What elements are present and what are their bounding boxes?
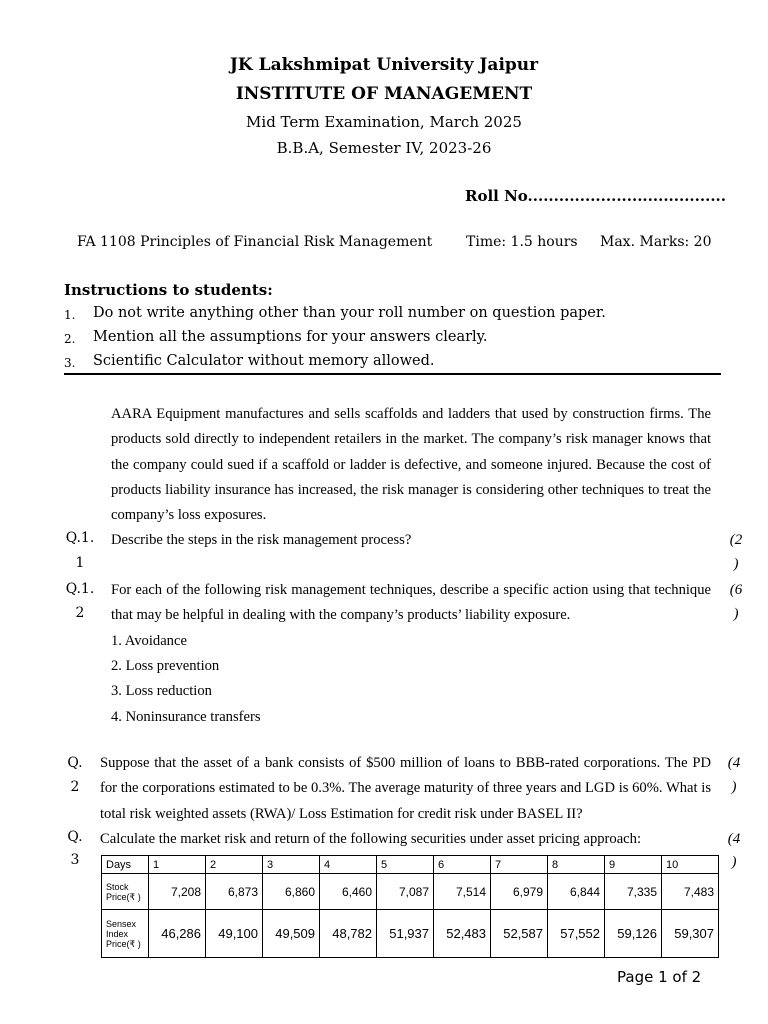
question-subnumber: 1: [75, 555, 85, 571]
instruction-item: Scientific Calculator without memory allowed.: [93, 353, 435, 369]
question-marks-close: ): [731, 779, 737, 795]
question-number: Q.1.: [65, 530, 95, 546]
table-header-cell: 9: [605, 856, 662, 874]
table-cell: 6,844: [548, 874, 605, 910]
exam-title: Mid Term Examination, March 2025: [246, 113, 522, 131]
table-cell: 59,307: [662, 910, 719, 958]
table-cell: 48,782: [320, 910, 377, 958]
question-number: Q.1.: [65, 581, 95, 597]
table-cell: 7,087: [377, 874, 434, 910]
case-study-paragraph: AARA Equipment manufactures and sells scaffolds and ladders that used by construction firms. The products sold directly to independent retailers in the market. The company’s risk manager knows that the company could sued if a scaffold or ladder is defective, and someone injured. Because the cost of products liability insurance has increased, the risk manager is considering other techniques to treat the company’s loss exposures.: [111, 406, 711, 524]
question-subnumber: 2: [75, 605, 85, 621]
technique-item: 4. Noninsurance transfers: [111, 709, 261, 725]
table-header-cell: 6: [434, 856, 491, 874]
table-header-cell: 4: [320, 856, 377, 874]
max-marks: Max. Marks: 20: [600, 234, 712, 250]
table-header-cell: 3: [263, 856, 320, 874]
table-cell: 52,483: [434, 910, 491, 958]
table-cell: 49,509: [263, 910, 320, 958]
question-subnumber: 3: [70, 852, 80, 868]
table-header-cell: 7: [491, 856, 548, 874]
exam-time: Time: 1.5 hours: [466, 234, 578, 250]
instruction-item: Do not write anything other than your roll number on question paper.: [93, 305, 606, 321]
programme: B.B.A, Semester IV, 2023-26: [276, 139, 492, 157]
table-cell: 6,460: [320, 874, 377, 910]
table-cell: 7,208: [149, 874, 206, 910]
instructions-title: Instructions to students:: [64, 281, 273, 299]
table-row-label: Sensex Index Price(₹ ): [102, 910, 149, 958]
table-cell: 49,100: [206, 910, 263, 958]
table-cell: 6,860: [263, 874, 320, 910]
table-header-cell: 5: [377, 856, 434, 874]
university-name: JK Lakshmipat University Jaipur: [229, 55, 539, 75]
question-marks-close: ): [731, 854, 737, 870]
table-cell: 46,286: [149, 910, 206, 958]
table-cell: 7,335: [605, 874, 662, 910]
question-marks-close: ): [733, 556, 739, 572]
page-number: Page 1 of 2: [617, 968, 702, 986]
question-text: Suppose that the asset of a bank consists of $500 million of loans to BBB-rated corporations. The PD for the corporations estimated to be 0.3%. The average maturity of three years and LGD is 60%. What is total risk weighted assets (RWA)/ Loss Estimation for credit risk under BASEL II?: [100, 755, 711, 822]
question-text: Describe the steps in the risk management process?: [111, 532, 412, 548]
table-header-cell: 1: [149, 856, 206, 874]
table-cell: 7,514: [434, 874, 491, 910]
technique-item: 3. Loss reduction: [111, 683, 212, 699]
table-row-label: Stock Price(₹ ): [102, 874, 149, 910]
question-marks-close: ): [733, 606, 739, 622]
instruction-number: 1.: [64, 308, 76, 322]
table-cell: 52,587: [491, 910, 548, 958]
table-header-cell: 2: [206, 856, 263, 874]
table-cell: 6,979: [491, 874, 548, 910]
roll-number-field: Roll No......................................: [465, 187, 726, 205]
table-cell: 59,126: [605, 910, 662, 958]
table-header-cell: 10: [662, 856, 719, 874]
section-divider: [64, 373, 721, 375]
question-marks: (2: [729, 532, 743, 548]
table-header-row: [102, 856, 719, 874]
table-row: [102, 910, 719, 958]
instruction-number: 3.: [64, 356, 76, 370]
question-text: For each of the following risk management techniques, describe a specific action using that technique that may be helpful in dealing with the company’s products’ liability exposure.: [111, 582, 711, 624]
table-header-cell: 8: [548, 856, 605, 874]
instruction-number: 2.: [64, 332, 76, 346]
table-cell: 57,552: [548, 910, 605, 958]
question-marks: (4: [727, 755, 741, 771]
technique-item: 1. Avoidance: [111, 633, 187, 649]
question-subnumber: 2: [70, 779, 80, 795]
table-cell: 6,873: [206, 874, 263, 910]
question-marks: (6: [729, 582, 743, 598]
question-number: Q.: [67, 829, 83, 845]
institute-name: INSTITUTE OF MANAGEMENT: [235, 84, 533, 104]
table-cell: 51,937: [377, 910, 434, 958]
instruction-item: Mention all the assumptions for your answers clearly.: [93, 329, 488, 345]
table-row: [102, 874, 719, 910]
question-marks: (4: [727, 831, 741, 847]
question-text: Calculate the market risk and return of the following securities under asset pricing approach:: [100, 831, 642, 847]
table-header-cell: Days: [102, 856, 149, 874]
technique-item: 2. Loss prevention: [111, 658, 220, 674]
table-cell: 7,483: [662, 874, 719, 910]
question-number: Q.: [67, 755, 83, 771]
course-name: FA 1108 Principles of Financial Risk Management: [77, 234, 433, 250]
price-table: [101, 855, 719, 958]
